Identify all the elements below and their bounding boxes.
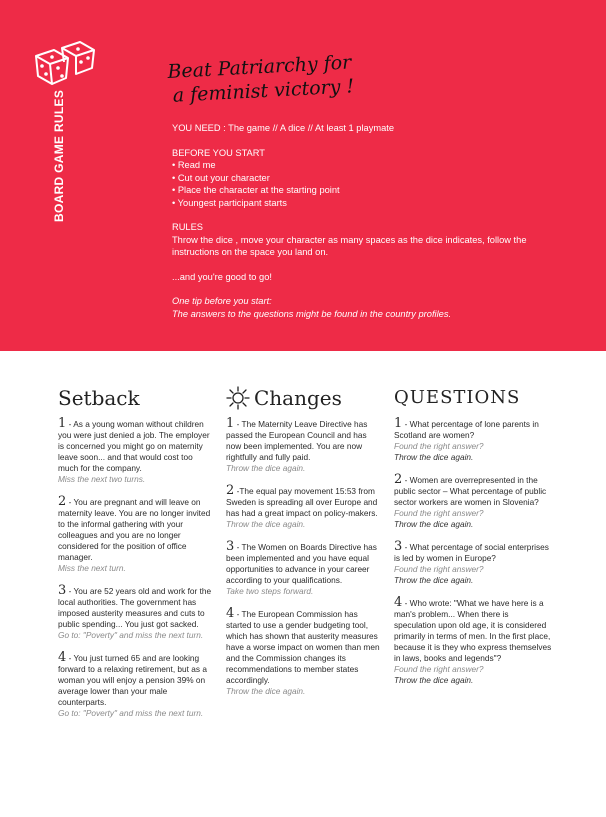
- item-note: Go to: "Poverty" and miss the next turn.: [58, 630, 204, 640]
- item-text: - The European Commission has started to use a gender budgeting tool, which has shown that austerity measures have a worse impact on women than men and the Commission changes its recommendations to member states accordingly.: [226, 609, 380, 685]
- item-text: - You are pregnant and will leave on maternity leave. You are no longer invited to the informal gathering with your colleagues and you are no longer considered for the position of office manager.: [58, 497, 211, 562]
- item-throw: Throw the dice again.: [394, 452, 474, 462]
- before-list: [172, 159, 552, 209]
- list-item: • Cut out your character: [172, 172, 552, 185]
- item-number: 3: [58, 583, 67, 598]
- list-item: [58, 585, 212, 641]
- tip-line-2: The answers to the questions might be found in the country profiles.: [172, 308, 452, 319]
- list-item: [394, 597, 552, 686]
- setback-column: [58, 378, 212, 730]
- side-label: BOARD GAME RULES: [52, 89, 66, 222]
- item-number: 1: [58, 416, 67, 431]
- list-item: [58, 418, 212, 485]
- changes-header: [226, 378, 384, 418]
- list-item: [394, 541, 552, 586]
- changes-column: [226, 378, 384, 708]
- item-text: - What percentage of social enterprises is led by women in Europe?: [394, 542, 549, 563]
- tip-line-1: One tip before you start:: [172, 296, 272, 306]
- item-note: Take two steps forward.: [226, 586, 314, 596]
- questions-column: [394, 378, 552, 697]
- list-item: • Place the character at the starting point: [172, 184, 552, 197]
- good-to-go: ...and you're good to go!: [172, 271, 272, 282]
- item-note: Found the right answer?: [394, 441, 484, 451]
- list-item: [394, 418, 552, 463]
- list-item: [394, 474, 552, 530]
- item-note: Go to: "Poverty" and miss the next turn.: [58, 708, 204, 718]
- item-text: - Women are overrepresented in the public sector – What percentage of public sector workers are women in Slovenia?: [394, 475, 547, 507]
- you-need: YOU NEED : The game // A dice // At least 1 playmate: [172, 123, 395, 133]
- item-number: 4: [58, 650, 67, 665]
- item-number: 2: [394, 472, 403, 487]
- item-note: Miss the next turn.: [58, 563, 126, 573]
- item-note: Miss the next two turns.: [58, 474, 146, 484]
- item-text: - You are 52 years old and work for the local authorities. The government has imposed austerity measures and cuts to public spending... You just got sacked.: [58, 586, 212, 629]
- list-item: • Youngest participant starts: [172, 197, 552, 210]
- item-text: - Who wrote: "What we have here is a man's problem... When there is speculation upon old age, it is considered primarily in terms of men. In the first place, because it is they who express themselves in laws, books and legends"?: [394, 598, 552, 663]
- item-number: 2: [226, 483, 235, 498]
- item-throw: Throw the dice again.: [394, 575, 474, 585]
- item-text: - The Maternity Leave Directive has passed the European Council and has now been implemented. You are now rightfully and fully paid.: [226, 419, 368, 462]
- item-text: - You just turned 65 and are looking forward to a relaxing retirement, but as a woman you will enjoy a pension 39% on average lower than your male counterparts.: [58, 653, 207, 707]
- item-text: -The equal pay movement 15:53 from Sweden is spreading all over Europe and has had a great impact on policy-makers.: [226, 486, 378, 518]
- item-text: - The Women on Boards Directive has been implemented and you have equal opportunities to advance in your career according to your qualifications.: [226, 542, 377, 585]
- item-note: Throw the dice again.: [226, 686, 306, 696]
- title-line-1: Beat Patriarchy for: [166, 51, 352, 84]
- dice-icon: [32, 38, 96, 88]
- setback-heading: Setback: [58, 386, 140, 410]
- list-item: [226, 418, 384, 474]
- changes-heading: Changes: [254, 386, 342, 410]
- item-note: Found the right answer?: [394, 664, 484, 674]
- rules-text: [172, 122, 552, 320]
- list-item: [58, 496, 212, 574]
- list-item: [226, 485, 384, 530]
- item-number: 1: [226, 416, 235, 431]
- item-text: - What percentage of lone parents in Scotland are women?: [394, 419, 539, 440]
- item-number: 4: [394, 595, 403, 610]
- item-note: Found the right answer?: [394, 564, 484, 574]
- sun-icon: [226, 386, 250, 410]
- title-line-2: a feminist victory !: [172, 75, 355, 107]
- item-note: Found the right answer?: [394, 508, 484, 518]
- item-throw: Throw the dice again.: [394, 675, 474, 685]
- questions-heading: QUESTIONS: [394, 387, 521, 408]
- list-item: [226, 541, 384, 597]
- item-throw: Throw the dice again.: [394, 519, 474, 529]
- item-number: 4: [226, 606, 235, 621]
- item-text: - As a young woman without children you were just denied a job. The employer is concerned you might go on maternity leave soon... and that would cost too much for the company.: [58, 419, 210, 473]
- item-number: 3: [394, 539, 403, 554]
- before-heading: BEFORE YOU START: [172, 147, 265, 158]
- rules-banner: [0, 0, 606, 351]
- rules-body: Throw the dice , move your character as many spaces as the dice indicates, follow the instructions on the space you land on.: [172, 234, 527, 257]
- item-note: Throw the dice again.: [226, 463, 306, 473]
- item-number: 1: [394, 416, 403, 431]
- item-number: 3: [226, 539, 235, 554]
- item-note: Throw the dice again.: [226, 519, 306, 529]
- list-item: [58, 652, 212, 719]
- item-number: 2: [58, 494, 67, 509]
- page-title: [167, 48, 399, 108]
- list-item: • Read me: [172, 159, 552, 172]
- rules-heading: RULES: [172, 222, 204, 232]
- list-item: [226, 608, 384, 697]
